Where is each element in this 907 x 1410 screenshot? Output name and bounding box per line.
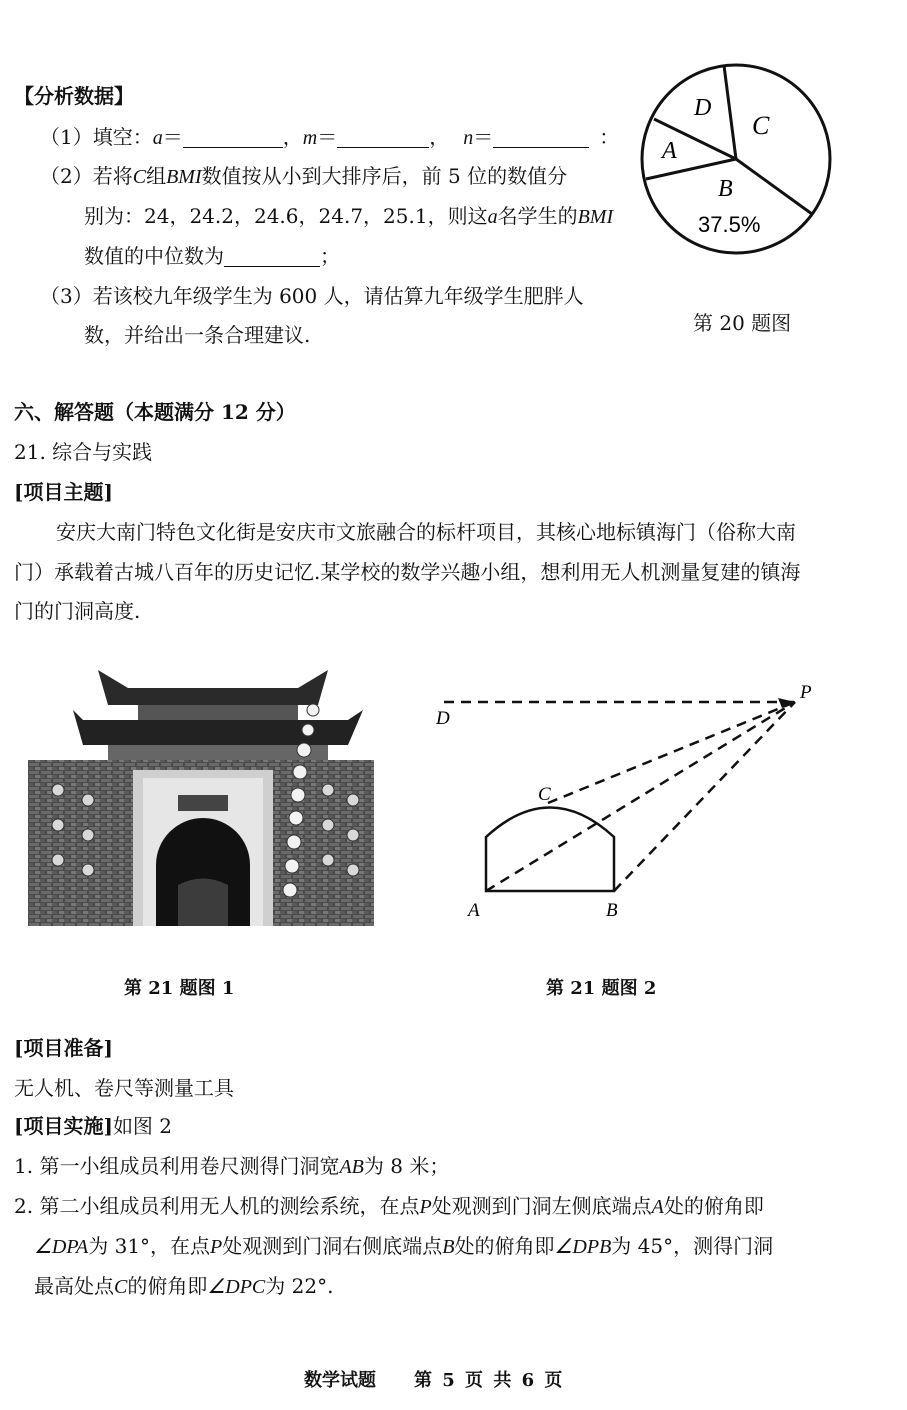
step-2-line-2 (34, 1234, 773, 1259)
step-2-line-3 (34, 1274, 333, 1299)
q2-values: 别为：24，24.2，24.6，24.7，25.1，则这 (84, 204, 488, 228)
answer-blank-n[interactable] (493, 127, 589, 148)
line-pb (614, 702, 795, 891)
step2-var-p-1: P (419, 1196, 432, 1218)
step-2-line-1 (14, 1194, 764, 1219)
topic-heading: [项目主题] (14, 480, 113, 504)
pie-label-b: B (718, 176, 733, 202)
pie-label-c: C (752, 111, 770, 140)
label-d: D (436, 708, 450, 729)
q1-sep-2: ， (429, 125, 450, 149)
q2-var-c: C (132, 166, 147, 188)
step2-l3-text-b: 的俯角即 (127, 1274, 208, 1298)
q1-eq-m: ＝ (317, 125, 338, 149)
question-2-line-1 (40, 164, 567, 189)
step2-text-b: 处观测到门洞左侧底端点 (431, 1194, 652, 1218)
q2-end: ； (320, 244, 340, 268)
question-21-title: 21. 综合与实践 (14, 440, 153, 464)
answer-blank-median[interactable] (224, 246, 320, 267)
label-c: C (538, 784, 551, 805)
pie-label-a: A (662, 138, 677, 164)
answer-blank-m[interactable] (337, 127, 429, 148)
step2-text-a: 2. 第二小组成员利用无人机的测绘系统，在点 (14, 1194, 420, 1218)
step2-var-p-2: P (210, 1236, 223, 1258)
q1-var-m: m (302, 127, 318, 149)
q1-var-a: a (152, 127, 163, 149)
footer-page: 第 5 页 共 6 页 (414, 1370, 563, 1391)
figure-2-caption: 第 21 题图 2 (546, 978, 657, 999)
geometry-diagram (430, 680, 830, 920)
q1-prefix: （1）填空： (40, 125, 153, 149)
step2-l2-text-b: 处观测到门洞右侧底端点 (222, 1234, 443, 1258)
impl-heading-suffix: 如图 2 (112, 1114, 173, 1138)
step2-var-b: B (442, 1236, 455, 1258)
q2-var-a: a (487, 206, 498, 228)
topic-line-2: 门）承载着古城八百年的历史记忆.某学校的数学兴趣小组，想利用无人机测量复建的镇海 (14, 560, 801, 584)
step1-var-ab: AB (339, 1156, 364, 1178)
topic-line-1: 安庆大南门特色文化街是安庆市文旅融合的标杆项目，其核心地标镇海门（俗称大南 (56, 520, 796, 544)
analyze-heading: 【分析数据】 (14, 84, 134, 108)
q1-eq-n: ＝ (473, 125, 494, 149)
pie-chart-figure-20 (640, 62, 840, 262)
label-b: B (606, 900, 618, 921)
step2-var-c: C (114, 1276, 128, 1298)
figure-1-caption: 第 21 题图 1 (124, 978, 235, 999)
label-a: A (468, 900, 480, 921)
q1-end: ： (599, 125, 620, 149)
q2-text-rest: 数值按从小到大排序后，前 5 位的数值分 (201, 164, 568, 188)
pie-divider-d-c (724, 66, 736, 160)
q2-text-c: 名学生的 (497, 204, 578, 228)
step-1 (14, 1154, 449, 1179)
step2-l2-text-c: 处的俯角即 (454, 1234, 555, 1258)
step2-l3-text-c: 为 22°. (265, 1274, 334, 1298)
footer-subject: 数学试题 (304, 1370, 376, 1391)
question-2-line-3 (84, 244, 340, 268)
angle-dpc: ∠DPC (207, 1276, 266, 1298)
question-1 (40, 125, 619, 150)
pie-percent-label: 37.5% (698, 212, 761, 237)
q2-text-b: 组 (146, 164, 167, 188)
q2-bmi-2: BMI (577, 206, 614, 228)
q2-text-a: （2）若将 (40, 164, 133, 188)
label-p: P (800, 682, 812, 703)
pie-label-d: D (694, 95, 712, 121)
step2-var-a: A (651, 1196, 664, 1218)
impl-heading-line (14, 1114, 172, 1138)
section-6-heading: 六、解答题（本题满分 12 分） (14, 400, 296, 424)
topic-line-3: 门的门洞高度. (14, 599, 141, 623)
prep-heading: [项目准备] (14, 1036, 113, 1060)
step2-text-c: 处的俯角即 (663, 1194, 764, 1218)
q1-var-n: n (463, 127, 474, 149)
pie-caption: 第 20 题图 (693, 311, 792, 335)
step1-text-a: 1. 第一小组成员利用卷尺测得门洞宽 (14, 1154, 340, 1178)
answer-blank-a[interactable] (183, 127, 283, 148)
question-3-line-1: （3）若该校九年级学生为 600 人，请估算九年级学生肥胖人 (40, 284, 584, 308)
pie-divider-c-b (736, 159, 812, 214)
step2-l2-text-a: 为 31°，在点 (88, 1234, 211, 1258)
line-pc (548, 702, 795, 803)
step2-l3-text-a: 最高处点 (34, 1274, 114, 1298)
q1-sep-1: ， (282, 125, 303, 149)
q2-bmi-1: BMI (166, 166, 202, 188)
angle-dpb: ∠DPB (554, 1236, 612, 1258)
city-gate-photo (28, 650, 374, 926)
gate-plaque (178, 795, 228, 811)
q2-median-label: 数值的中位数为 (84, 244, 224, 268)
q1-eq-a: ＝ (162, 125, 183, 149)
question-3-line-2: 数，并给出一条合理建议. (84, 323, 311, 347)
prep-tools: 无人机、卷尺等测量工具 (14, 1076, 234, 1100)
question-2-line-2 (84, 204, 613, 229)
step1-text-b: 为 8 米； (363, 1154, 450, 1178)
angle-dpa: ∠DPA (34, 1236, 89, 1258)
step2-l2-text-d: 为 45°，测得门洞 (611, 1234, 774, 1258)
impl-heading: [项目实施] (14, 1114, 113, 1138)
